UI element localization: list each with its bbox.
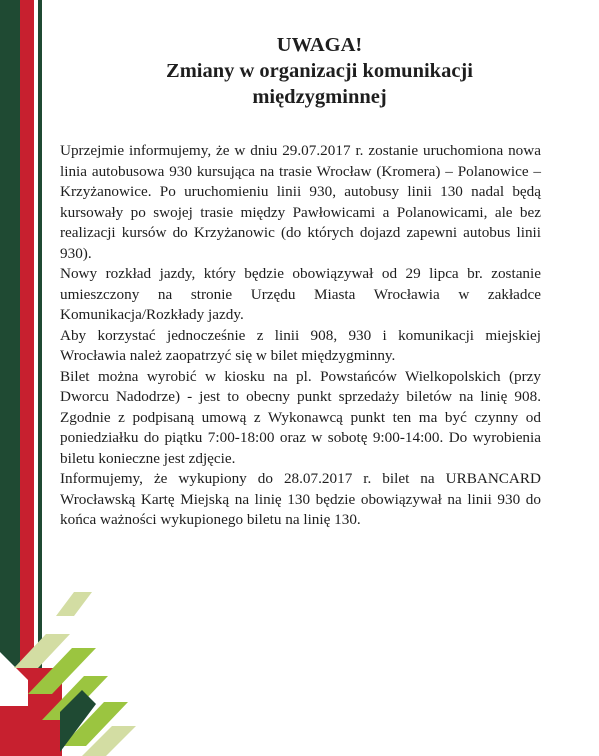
notice-body bbox=[60, 141, 541, 531]
paragraph-urbancard: Informujemy, że wykupiony do 28.07.2017 r. bilet na URBANCARD Wrocławską Kartę Miejską na linię 130 będzie obowiązywał na linii 930 do końca ważności wykupionego biletu na linię 130. bbox=[60, 470, 541, 528]
notice-heading bbox=[60, 32, 579, 110]
paragraph-new-line-930: Uprzejmie informujemy, że w dniu 29.07.2017 r. zostanie uruchomiona nowa linia autobusowa 930 kursująca na trasie Wrocław (Kromera) – Polanowice – Krzyżanowice. Po uruchomieniu linii 930, autobusy linii 130 nadal będą kursowały po swojej trasie między Pawłowicami a Polanowicami, ale bez realizacji kursów do Krzyżanowic (do których dojazd zapewni autobus linii 930). bbox=[60, 142, 541, 262]
paragraph-ticket-requirement: Aby korzystać jednocześnie z linii 908, 930 i komunikacji miejskiej Wrocławia należ zaopatrzyć się w bilet międzygminny. bbox=[60, 326, 541, 364]
ornament-leaf-6 bbox=[56, 592, 92, 616]
heading-title: Zmiany w organizacji komunikacji bbox=[166, 60, 473, 82]
paragraph-timetable: Nowy rozkład jazdy, który będzie obowiązywał od 29 lipca br. zostanie umieszczony na stronie Urzędu Miasta Wrocławia w zakładce Komunikacja/Rozkłady jazdy. bbox=[60, 265, 541, 323]
decorative-ornament bbox=[0, 556, 140, 756]
heading-warning: UWAGA! bbox=[276, 34, 363, 56]
heading-title-cont: międzygminnej bbox=[252, 86, 387, 108]
paragraph-ticket-purchase: Bilet można wyrobić w kiosku na pl. Powstańców Wielkopolskich (przy Dworcu Nadodrze) - jest to obecny punkt sprzedaży biletów na linię 908. Zgodnie z podpisaną umową z Wykonawcą punkt ten ma być czynny od poniedziałku do piątku 7:00-18:00 oraz w sobotę 9:00-14:00. Do wyrobienia biletu konieczne jest zdjęcie. bbox=[60, 367, 541, 467]
